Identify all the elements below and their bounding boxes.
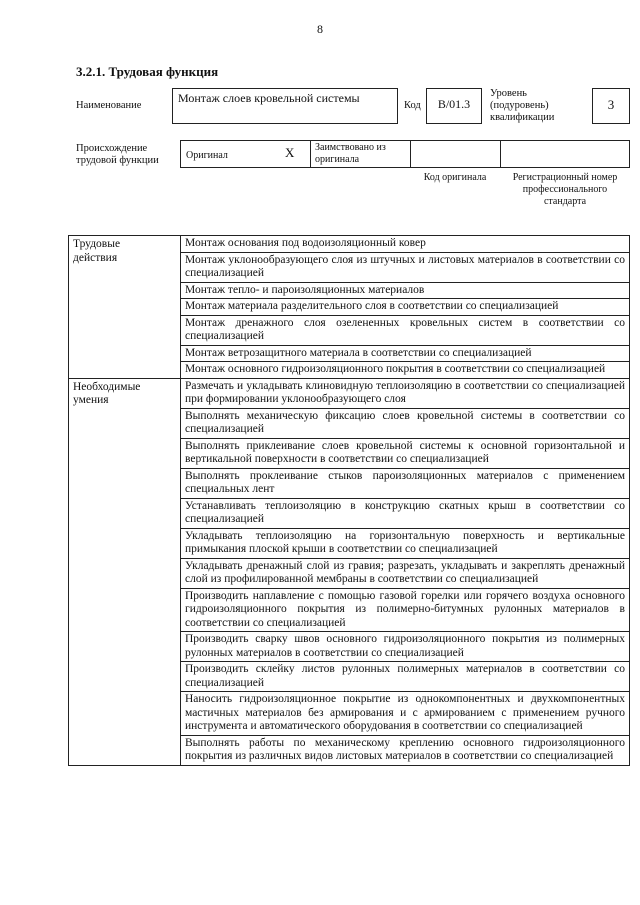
labor-function-table xyxy=(68,235,630,766)
item-cell: Выполнять работы по механическому креплению основного гидроизоляционного покрытия из различных видов листовых материалов в соответствии со специализацией xyxy=(181,735,630,765)
item-cell: Монтаж дренажного слоя озелененных кровельных систем в соответствии со специализацией xyxy=(181,315,630,345)
level-label-line: квалификации xyxy=(490,112,555,123)
item-cell: Укладывать теплоизоляцию на горизонтальную поверхность и вертикальные примыкания плоской крыши в соответствии со специализацией xyxy=(181,528,630,558)
item-cell: Наносить гидроизоляционное покрытие из однокомпонентных и двухкомпонентных мастичных материалов без армирования и с армированием с применением ручного инструмента и автоматического оборудования в соответствии со специализацией xyxy=(181,692,630,736)
reg-caption-line: Регистрационный номер xyxy=(512,172,618,183)
item-cell: Укладывать дренажный слой из гравия; разрезать, укладывать и закреплять дренажный слой из профилированной мембраны в соответствии со специализацией xyxy=(181,558,630,588)
code-label: Код xyxy=(404,100,421,111)
borrowed-line: оригинала xyxy=(315,154,360,165)
name-value: Монтаж слоев кровельной системы xyxy=(172,88,398,124)
category-line: Необходимые xyxy=(73,380,141,393)
origin-label xyxy=(76,143,159,167)
item-cell: Размечать и укладывать клиновидную теплоизоляцию в соответствии со специализацией при формировании уклонообразующего слоя xyxy=(181,378,630,408)
reg-caption-line: стандарта xyxy=(543,196,587,207)
item-cell: Выполнять приклеивание слоев кровельной системы к основной горизонтальной и вертикальной поверхности в соответствии со специализацией xyxy=(181,438,630,468)
origin-label-line: трудовой функции xyxy=(76,155,159,166)
reg-number-caption xyxy=(500,172,630,208)
section-title: 3.2.1. Трудовая функция xyxy=(76,64,219,79)
borrowed-line: Заимствовано из xyxy=(315,142,386,153)
origin-table xyxy=(180,140,630,168)
category-line: умения xyxy=(73,394,109,406)
item-cell: Выполнять механическую фиксацию слоев кровельной системы в соответствии со специализацией xyxy=(181,408,630,438)
origin-label-line: Происхождение xyxy=(76,143,148,154)
level-value: 3 xyxy=(592,88,630,124)
code-value: B/01.3 xyxy=(426,88,482,124)
item-cell: Монтаж ветрозащитного материала в соответствии со специализацией xyxy=(181,345,630,362)
item-cell: Монтаж материала разделительного слоя в соответствии со специализацией xyxy=(181,299,630,316)
category-line: действия xyxy=(73,251,118,264)
name-label: Наименование xyxy=(76,100,142,111)
item-cell: Монтаж тепло- и пароизоляционных материалов xyxy=(181,282,630,299)
item-cell: Выполнять проклеивание стыков пароизоляционных материалов с применением специальных лент xyxy=(181,468,630,498)
category-line: Трудовые xyxy=(73,238,121,250)
item-cell: Монтаж основания под водоизоляционный ковер xyxy=(181,236,630,253)
item-cell: Производить сварку швов основного гидроизоляционного покрытия из полимерных рулонных материалов в соответствии со специализацией xyxy=(181,632,630,662)
origin-reg-cell xyxy=(500,140,630,168)
level-label-line: (подуровень) xyxy=(490,100,549,111)
item-cell: Монтаж основного гидроизоляционного покрытия в соответствии со специализацией xyxy=(181,362,630,379)
origin-code-cell xyxy=(410,140,500,168)
page-number: 8 xyxy=(317,22,323,36)
item-cell: Монтаж уклонообразующего слоя из штучных и листовых материалов в соответствии со специализацией xyxy=(181,252,630,282)
table-row xyxy=(69,378,630,408)
level-label-line: Уровень xyxy=(490,88,527,99)
code-original-caption: Код оригинала xyxy=(423,172,487,183)
reg-caption-line: профессионального xyxy=(522,184,608,195)
original-label: Оригинал xyxy=(186,150,228,161)
origin-original-cell xyxy=(180,140,310,168)
table-row xyxy=(69,236,630,253)
original-mark: X xyxy=(285,145,295,160)
origin-borrowed-cell xyxy=(310,140,410,168)
category-cell xyxy=(69,378,181,765)
item-cell: Устанавливать теплоизоляцию в конструкцию скатных крыш в соответствии со специализацией xyxy=(181,498,630,528)
item-cell: Производить наплавление с помощью газовой горелки или горячего воздуха основного гидроизоляционного покрытия из полимерно-битумных рулонных материалов в соответствии со специализацией xyxy=(181,588,630,632)
category-cell xyxy=(69,236,181,379)
item-cell: Производить склейку листов рулонных полимерных материалов в соответствии со специализацией xyxy=(181,662,630,692)
level-label xyxy=(490,88,554,124)
